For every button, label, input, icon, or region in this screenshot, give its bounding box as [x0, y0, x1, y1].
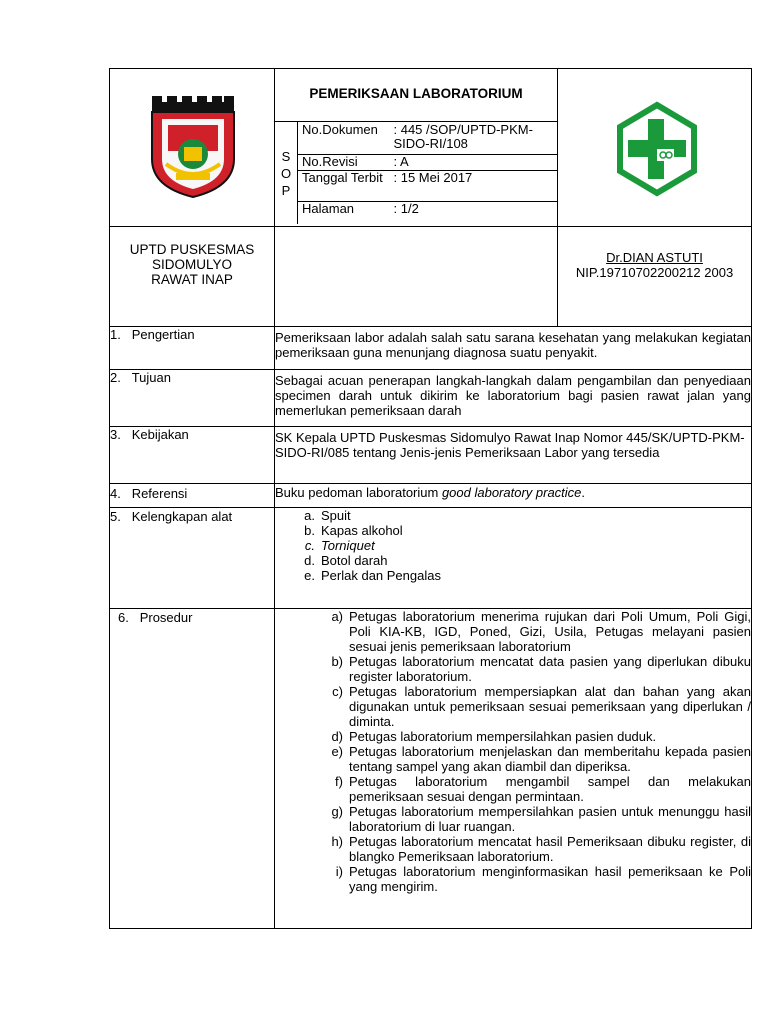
signatory-nip: NIP.19710702200212 2003 [575, 265, 734, 280]
section-text: Buku pedoman laboratorium [275, 485, 442, 500]
list-item [317, 774, 751, 804]
list-marker: e. [304, 568, 315, 583]
list-item [295, 553, 751, 568]
list-text: Petugas laboratorium menjelaskan dan memberitahu kepada pasien tentang sampel yang akan diambil dan diperiksa. [349, 744, 751, 774]
section-content-pengertian [275, 327, 752, 370]
org-name-line2: SIDOMULYO [151, 257, 232, 272]
field-label-no-dokumen: No.Dokumen [298, 122, 390, 155]
list-text: Petugas laboratorium mencatat hasil Pemeriksaan dibuku register, di blangko Pemeriksaan laboratorium. [349, 834, 751, 864]
sop-letter-p: P [281, 182, 291, 198]
list-item [317, 684, 751, 729]
section-number: 1. [110, 327, 121, 342]
list-marker: e) [331, 744, 343, 759]
section-number: 5. [110, 509, 121, 524]
list-text: Petugas laboratorium mengambil sampel dan melakukan pemeriksaan sesuai dengan permintaan. [349, 774, 751, 804]
list-text: Petugas laboratorium mempersiapkan alat dan bahan yang akan digunakan untuk pemeriksaan sesuai pemeriksaan yang diperlukan / diminta. [349, 684, 751, 729]
list-text: Petugas laboratorium mempersilahkan pasien untuk menunggu hasil laboratorium di luar ruangan. [349, 804, 751, 834]
section-label-prosedur [110, 609, 275, 929]
blank-cell [275, 227, 558, 327]
list-text: Petugas laboratorium menerima rujukan dari Poli Umum, Poli Gigi, Poli KIA-KB, IGD, Poned, Gizi, Usila, Petugas melayani pasien sesuai jenis pemeriksaan laboratorium [349, 609, 751, 654]
signatory-name: Dr.DIAN ASTUTI [606, 250, 703, 265]
list-marker: i) [335, 864, 343, 879]
section-title: Kebijakan [131, 427, 189, 442]
list-marker: c) [332, 684, 343, 699]
section-content-referensi [275, 484, 752, 508]
list-item [317, 744, 751, 774]
list-marker: b. [304, 523, 315, 538]
field-label-halaman: Halaman [298, 202, 390, 225]
list-item [317, 804, 751, 834]
list-item [317, 729, 751, 744]
section-content-alat [275, 508, 752, 609]
section-content-tujuan [275, 370, 752, 427]
list-item [317, 654, 751, 684]
section-text-end: . [581, 485, 586, 500]
list-text: Perlak dan Pengalas [321, 568, 441, 583]
section-content-prosedur [275, 609, 752, 929]
list-item [317, 609, 751, 654]
section-title: Tujuan [131, 370, 171, 385]
list-item [295, 523, 751, 538]
list-item [317, 834, 751, 864]
document-title: PEMERIKSAAN LABORATORIUM [309, 86, 523, 101]
regional-emblem-logo [110, 69, 275, 223]
section-text-italic: good laboratory practice [441, 485, 582, 500]
section-label-referensi [110, 484, 275, 508]
sop-header-cell [275, 69, 558, 227]
section-label-kebijakan [110, 427, 275, 484]
section-text: Sebagai acuan penerapan langkah-langkah dalam pengambilan dan penyediaan specimen darah untuk dikirim ke laboratorium bagi pasien rawat jalan yang memerlukan pemeriksaan darah [275, 373, 751, 418]
list-marker: h) [331, 834, 343, 849]
equipment-list [295, 508, 751, 583]
list-item [295, 538, 751, 553]
section-title: Referensi [131, 486, 188, 501]
section-text: SK Kepala UPTD Puskesmas Sidomulyo Rawat Inap Nomor 445/SK/UPTD-PKM-SIDO-RI/085 tentang Jenis-jenis Pemeriksaan Labor yang tersedia [275, 430, 745, 460]
section-title: Kelengkapan alat [131, 509, 233, 524]
list-marker: c. [304, 538, 315, 553]
sop-letter-s: S [281, 148, 291, 164]
section-label-alat [110, 508, 275, 609]
regional-emblem-cell [110, 69, 275, 227]
org-name-line3: RAWAT INAP [151, 272, 233, 287]
sop-document-table [109, 68, 752, 929]
list-marker: f) [335, 774, 343, 789]
puskesmas-logo [558, 69, 752, 223]
section-title: Prosedur [139, 610, 193, 625]
field-label-no-revisi: No.Revisi [298, 155, 390, 171]
signatory-cell [558, 227, 752, 327]
section-content-kebijakan [275, 427, 752, 484]
list-marker: a. [304, 508, 315, 523]
section-number: 6. [118, 610, 129, 625]
list-marker: d) [331, 729, 343, 744]
list-item [295, 508, 751, 523]
puskesmas-logo-cell [558, 69, 752, 227]
section-number: 3. [110, 427, 121, 442]
field-value-halaman: : 1/2 [390, 202, 558, 225]
section-number: 4. [110, 486, 121, 501]
sop-vertical-label [275, 122, 298, 225]
procedure-list [317, 609, 751, 894]
field-value-no-revisi: : A [390, 155, 558, 171]
list-marker: a) [331, 609, 343, 624]
field-value-no-dokumen: : 445 /SOP/UPTD-PKM-SIDO-RI/108 [390, 122, 558, 155]
list-marker: d. [304, 553, 315, 568]
sop-letter-o: O [280, 165, 292, 181]
field-value-tanggal-terbit: : 15 Mei 2017 [390, 171, 558, 202]
list-item [295, 568, 751, 583]
field-label-tanggal-terbit: Tanggal Terbit [298, 171, 390, 202]
list-text: Petugas laboratorium mempersilahkan pasien duduk. [349, 729, 657, 744]
list-text: Petugas laboratorium menginformasikan hasil pemeriksaan ke Poli yang mengirim. [349, 864, 751, 894]
list-text: Kapas alkohol [321, 523, 403, 538]
org-name-line1: UPTD PUSKESMAS [129, 242, 255, 257]
list-marker: g) [331, 804, 343, 819]
list-item [317, 864, 751, 894]
section-title: Pengertian [131, 327, 195, 342]
list-text: Torniquet [321, 538, 375, 553]
list-marker: b) [331, 654, 343, 669]
sop-metadata-table [275, 121, 557, 224]
section-number: 2. [110, 370, 121, 385]
section-label-pengertian [110, 327, 275, 370]
list-text: Botol darah [321, 553, 388, 568]
section-label-tujuan [110, 370, 275, 427]
list-text: Spuit [321, 508, 351, 523]
org-name-cell [110, 227, 275, 327]
section-text: Pemeriksaan labor adalah salah satu sarana kesehatan yang melakukan kegiatan pemeriksaan guna menunjang diagnosa suatu penyakit. [275, 330, 751, 360]
list-text: Petugas laboratorium mencatat data pasien yang diperlukan dibuku register laboratorium. [349, 654, 751, 684]
